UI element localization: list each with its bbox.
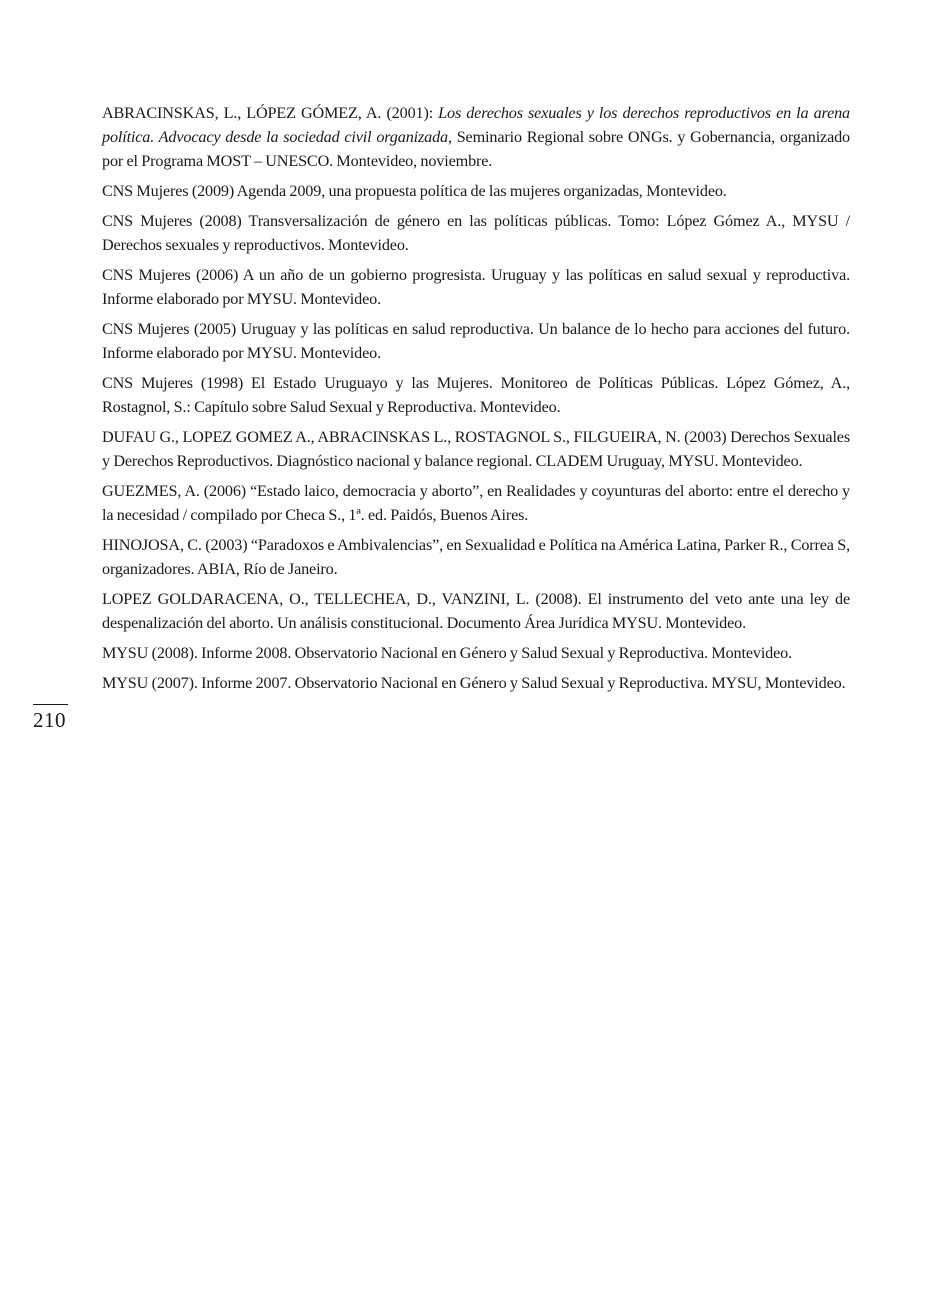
reference-suffix: , Seminario Regional sobre ONGs. y Gobernancia, organizado por el Programa MOST – UNESCO. Montevideo, noviembre. [102,128,851,170]
reference-list [102,101,850,701]
reference-cns-2008: CNS Mujeres (2008) Transversalización de género en las políticas públicas. Tomo: López Gómez A., MYSU / Derechos sexuales y reproductivos. Montevideo. [102,212,850,254]
reference-lopez-goldaracena-2008: LOPEZ GOLDARACENA, O., TELLECHEA, D., VANZINI, L. (2008). El instrumento del veto ante una ley de despenalización del aborto. Un análisis constitucional. Documento Área Jurídica MYSU. Montevideo. [102,590,850,632]
reference-cns-2006: CNS Mujeres (2006) A un año de un gobierno progresista. Uruguay y las políticas en salud sexual y reproductiva. Informe elaborado por MYSU. Montevideo. [102,266,850,308]
reference-cns-2009: CNS Mujeres (2009) Agenda 2009, una propuesta política de las mujeres organizadas, Montevideo. [102,182,727,200]
reference-prefix: ABRACINSKAS, L., LÓPEZ GÓMEZ, A. (2001): [102,104,439,122]
reference-cns-2005: CNS Mujeres (2005) Uruguay y las políticas en salud reproductiva. Un balance de lo hecho para acciones del futuro. Informe elaborado por MYSU. Montevideo. [102,320,850,362]
reference-mysu-2008: MYSU (2008). Informe 2008. Observatorio Nacional en Género y Salud Sexual y Reproductiva. Montevideo. [102,644,792,662]
reference-hinojosa-2003: HINOJOSA, C. (2003) “Paradoxos e Ambivalencias”, en Sexualidad e Política na América Latina, Parker R., Correa S, organizadores. ABIA, Río de Janeiro. [102,536,850,578]
page-number: 210 [33,708,66,732]
reference-title-italic: Los derechos sexuales y los derechos reproductivos en la arena política. Advocacy desde la sociedad civil organizada [102,104,850,146]
page-number-rule [33,704,68,705]
reference-abracinskas-2001 [102,101,850,173]
reference-guezmes-2006: GUEZMES, A. (2006) “Estado laico, democracia y aborto”, en Realidades y coyunturas del aborto: entre el derecho y la necesidad / compilado por Checa S., 1ª. ed. Paidós, Buenos Aires. [102,482,850,524]
reference-cns-1998: CNS Mujeres (1998) El Estado Uruguayo y las Mujeres. Monitoreo de Políticas Públicas. López Gómez, A., Rostagnol, S.: Capítulo sobre Salud Sexual y Reproductiva. Montevideo. [102,374,850,416]
reference-mysu-2007: MYSU (2007). Informe 2007. Observatorio Nacional en Género y Salud Sexual y Reproductiva. MYSU, Montevideo. [102,674,846,692]
reference-dufau-2003: DUFAU G., LOPEZ GOMEZ A., ABRACINSKAS L., ROSTAGNOL S., FILGUEIRA, N. (2003) Derechos Sexuales y Derechos Reproductivos. Diagnóstico nacional y balance regional. CLADEM Uruguay, MYSU. Montevideo. [102,428,850,470]
